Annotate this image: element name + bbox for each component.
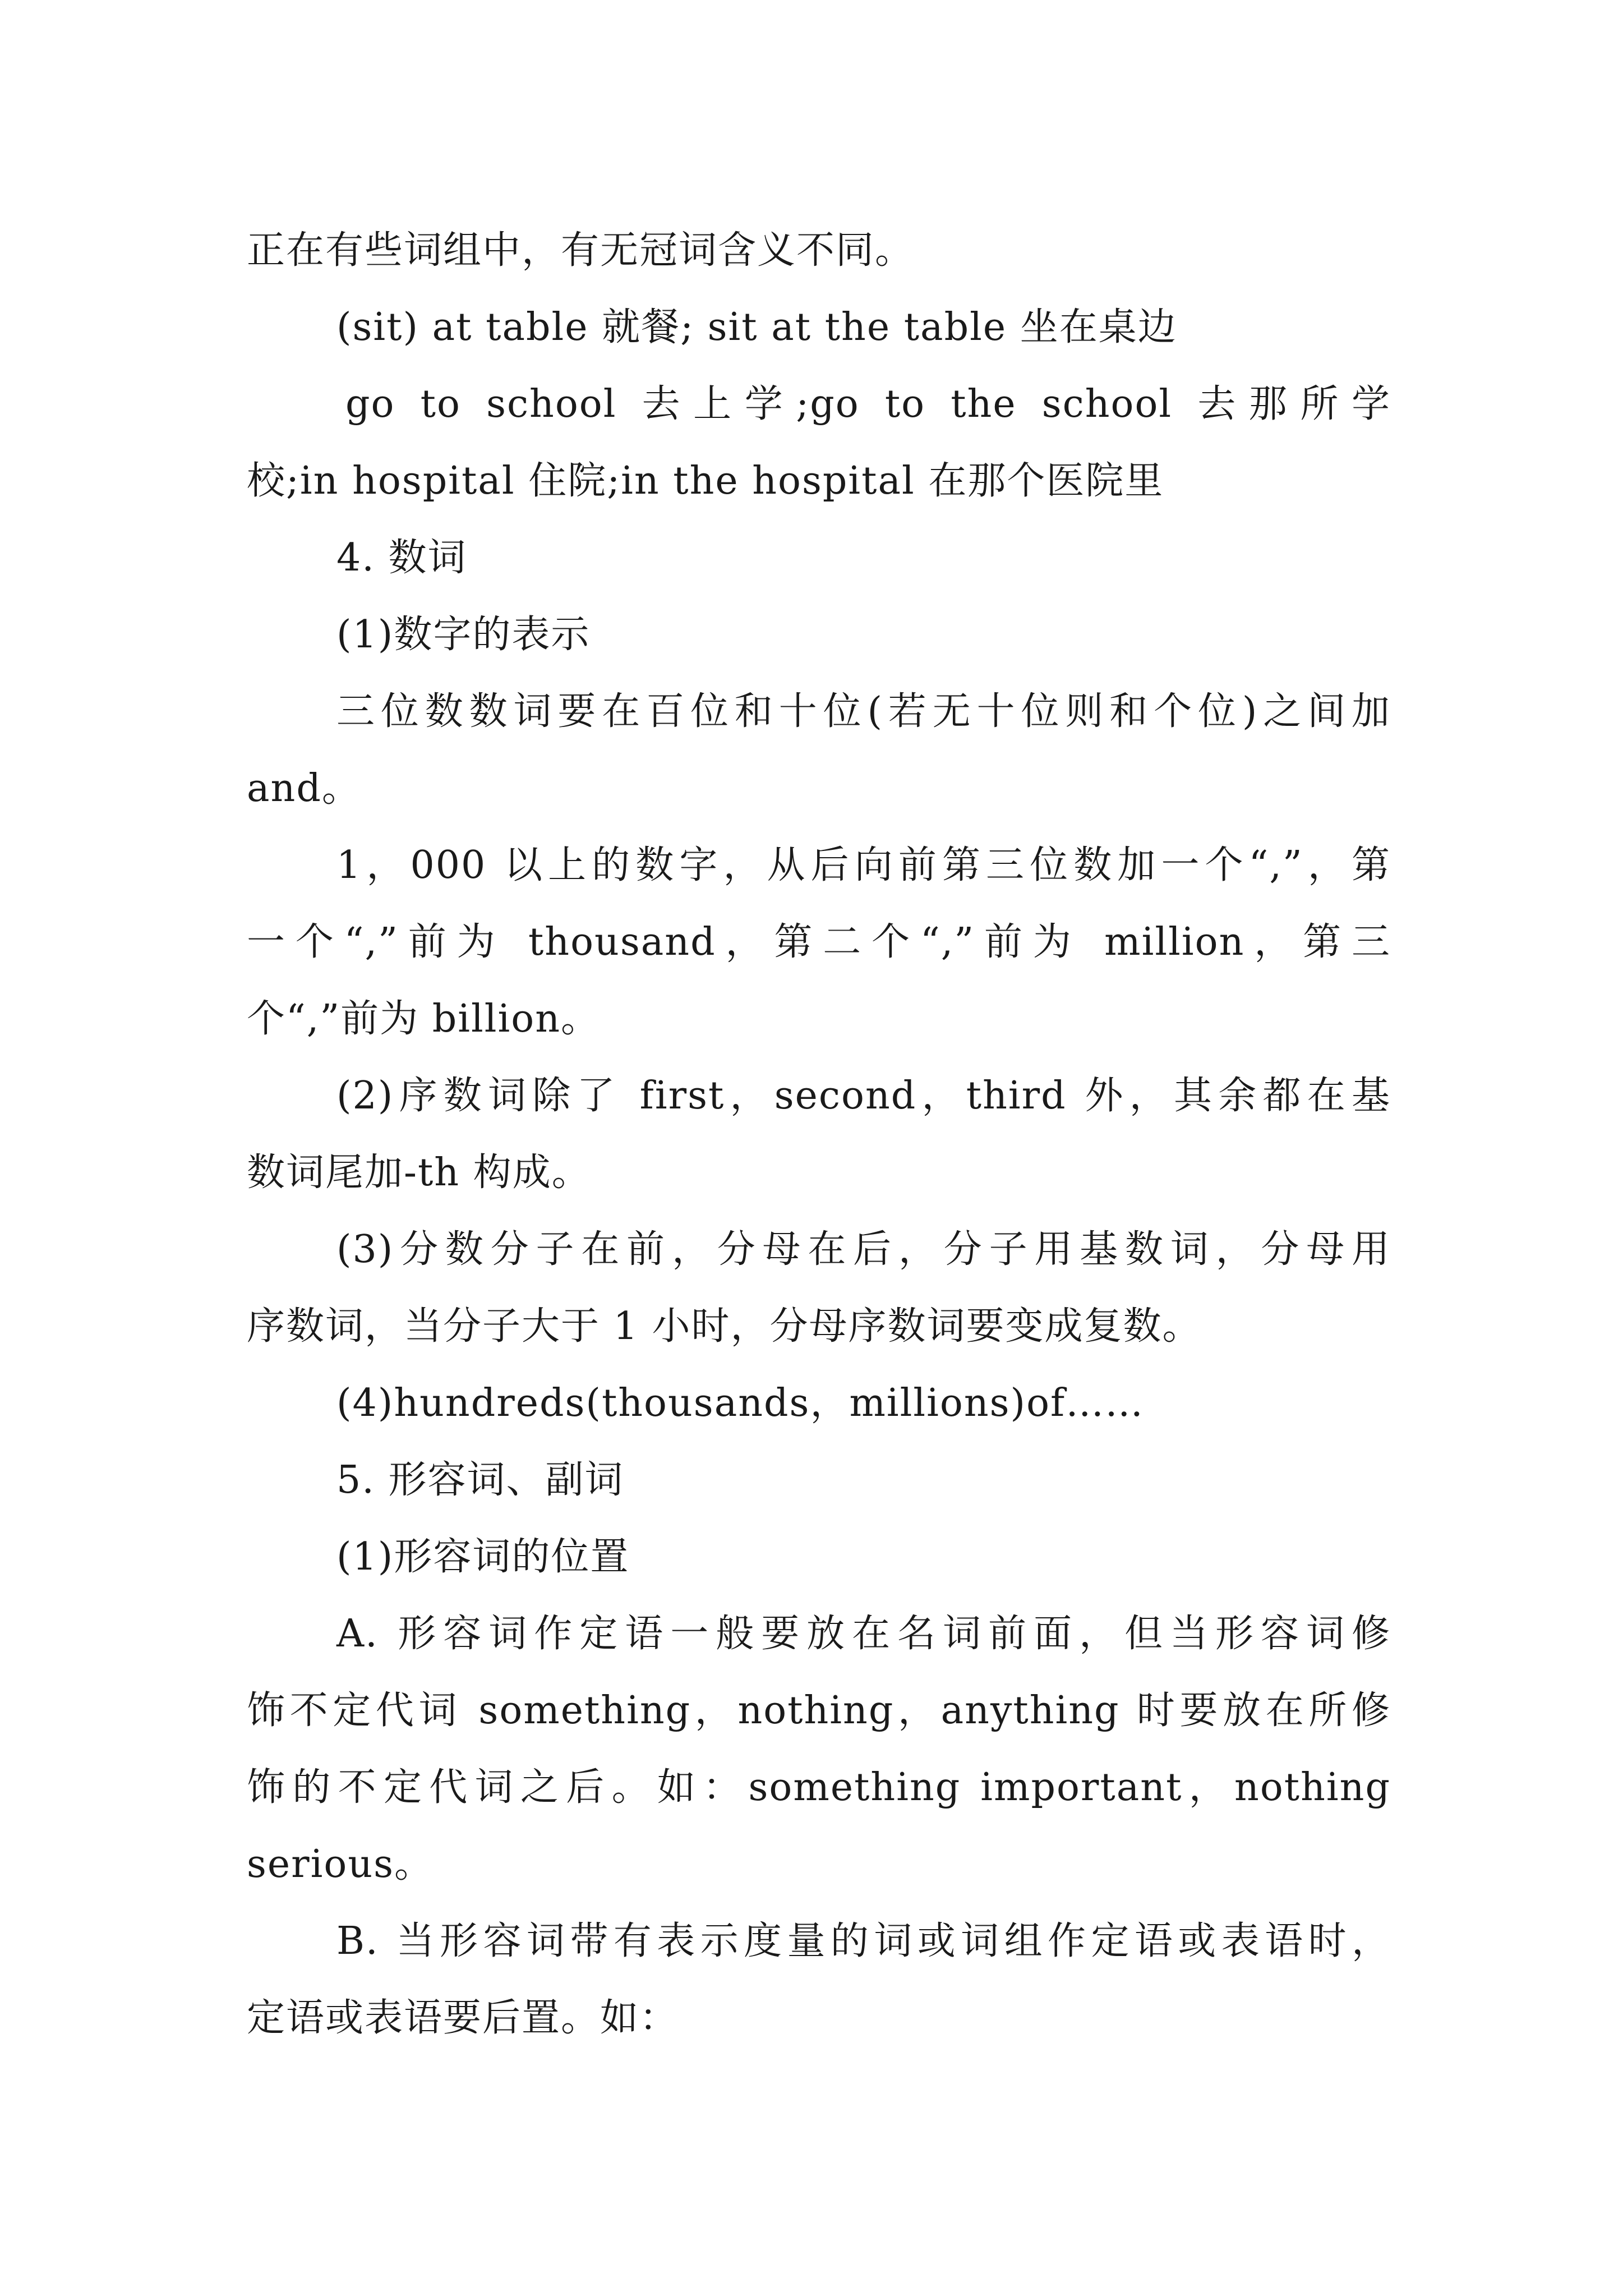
subsection-heading: (1)形容词的位置 [336, 1535, 630, 1579]
text-line: 序数词，当分子大于 1 小时，分母序数词要变成复数。 [247, 1304, 1202, 1349]
document-body [247, 212, 1391, 2056]
text-line: (sit) at table 就餐; sit at the table 坐在桌边 [336, 305, 1177, 349]
text-line: go to school 去上学;go to the school 去那所学 [345, 382, 1391, 426]
text-line: 一个“,”前为 thousand，第二个“,”前为 million，第三 [247, 920, 1391, 964]
text-line: (2)序数词除了 first，second，third 外，其余都在基 [336, 1074, 1391, 1118]
text-line: 个“,”前为 billion。 [247, 997, 601, 1041]
text-line: 定语或表语要后置。如： [247, 1996, 679, 2040]
text-line: 正在有些词组中，有无冠词含义不同。 [247, 228, 915, 273]
text-line: 数词尾加-th 构成。 [247, 1151, 591, 1195]
text-line: 饰的不定代词之后。如：something important，nothing [247, 1765, 1391, 1810]
text-line: 饰不定代词 something，nothing，anything 时要放在所修 [247, 1688, 1391, 1733]
text-line: and。 [247, 766, 361, 811]
section-heading: 5. 形容词、副词 [336, 1458, 624, 1502]
subsection-heading: (1)数字的表示 [336, 613, 591, 657]
text-line: 1，000 以上的数字，从后向前第三位数加一个“,”，第 [336, 843, 1391, 887]
text-line: 三位数数词要在百位和十位(若无十位则和个位)之间加 [336, 689, 1391, 734]
section-heading: 4. 数词 [336, 536, 467, 580]
text-line: (3)分数分子在前，分母在后，分子用基数词，分母用 [336, 1227, 1391, 1272]
text-line: 校;in hospital 住院;in the hospital 在那个医院里 [247, 459, 1164, 503]
text-line: serious。 [247, 1842, 434, 1887]
text-line: (4)hundreds(thousands，millions)of…… [336, 1381, 1145, 1425]
text-line: B. 当形容词带有表示度量的词或词组作定语或表语时， [336, 1919, 1391, 1963]
text-line: A. 形容词作定语一般要放在名词前面，但当形容词修 [336, 1612, 1391, 1656]
